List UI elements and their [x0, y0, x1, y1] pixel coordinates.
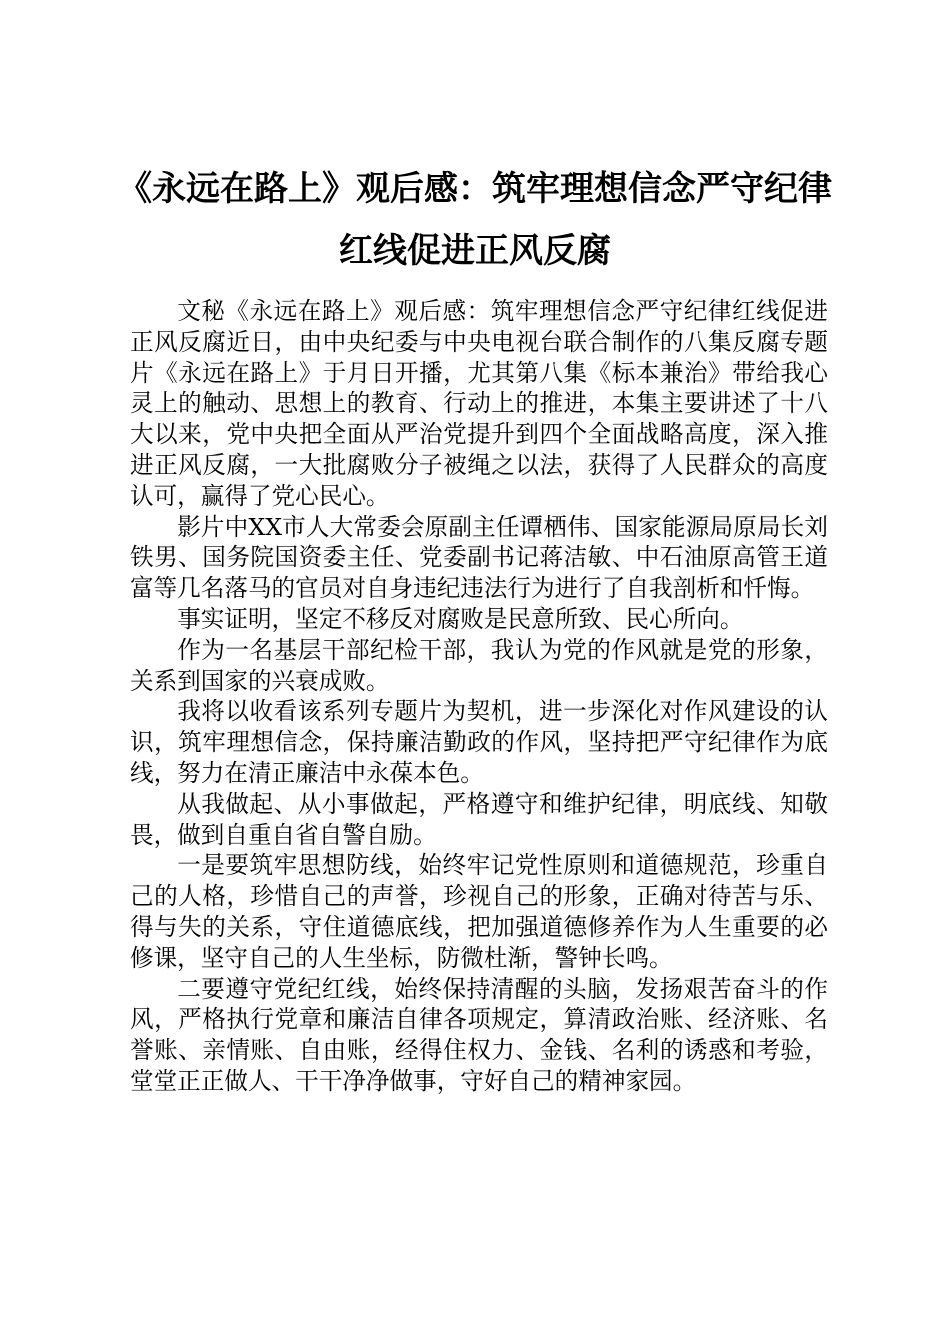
paragraph: 从我做起、从小事做起，严格遵守和维护纪律，明底线、知敬畏，做到自重自省自警自励。	[130, 789, 828, 849]
paragraph: 影片中XX市人大常委会原副主任谭栖伟、国家能源局原局长刘铁男、国务院国资委主任、党委副书记蒋洁敏、中石油原高管王道富等几名落马的官员对自身违纪违法行为进行了自我剖析和忏悔。	[130, 512, 828, 603]
paragraph: 文秘《永远在路上》观后感：筑牢理想信念严守纪律红线促进正风反腐近日，由中央纪委与中央电视台联合制作的八集反腐专题片《永远在路上》于月日开播，尤其第八集《标本兼治》带给我心灵上的触动、思想上的教育、行动上的推进，本集主要讲述了十八大以来，党中央把全面从严治党提升到四个全面战略高度，深入推进正风反腐，一大批腐败分子被绳之以法，获得了人民群众的高度认可，赢得了党心民心。	[130, 297, 828, 510]
paragraph: 一是要筑牢思想防线，始终牢记党性原则和道德规范，珍重自己的人格，珍惜自己的声誉，珍视自己的形象，正确对待苦与乐、得与失的关系，守住道德底线，把加强道德修养作为人生重要的必修课，坚守自己的人生坐标，防微杜渐，警钟长鸣。	[130, 851, 828, 972]
paragraph: 作为一名基层干部纪检干部，我认为党的作风就是党的形象，关系到国家的兴衰成败。	[130, 635, 828, 695]
paragraph: 我将以收看该系列专题片为契机，进一步深化对作风建设的认识，筑牢理想信念，保持廉洁勤政的作风，坚持把严守纪律作为底线，努力在清正廉洁中永葆本色。	[130, 697, 828, 787]
paragraph: 事实证明，坚定不移反对腐败是民意所致、民心所向。	[177, 604, 744, 633]
paragraph: 二要遵守党纪红线，始终保持清醒的头脑，发扬艰苦奋斗的作风，严格执行党章和廉洁自律各项规定，算清政治账、经济账、名誉账、亲情账、自由账，经得住权力、金钱、名利的诱惑和考验，堂堂正正做人、干干净净做事，守好自己的精神家园。	[130, 974, 828, 1095]
document-title: 《永远在路上》观后感：筑牢理想信念严守纪律红线促进正风反腐	[118, 169, 832, 271]
document-body	[130, 296, 828, 1097]
